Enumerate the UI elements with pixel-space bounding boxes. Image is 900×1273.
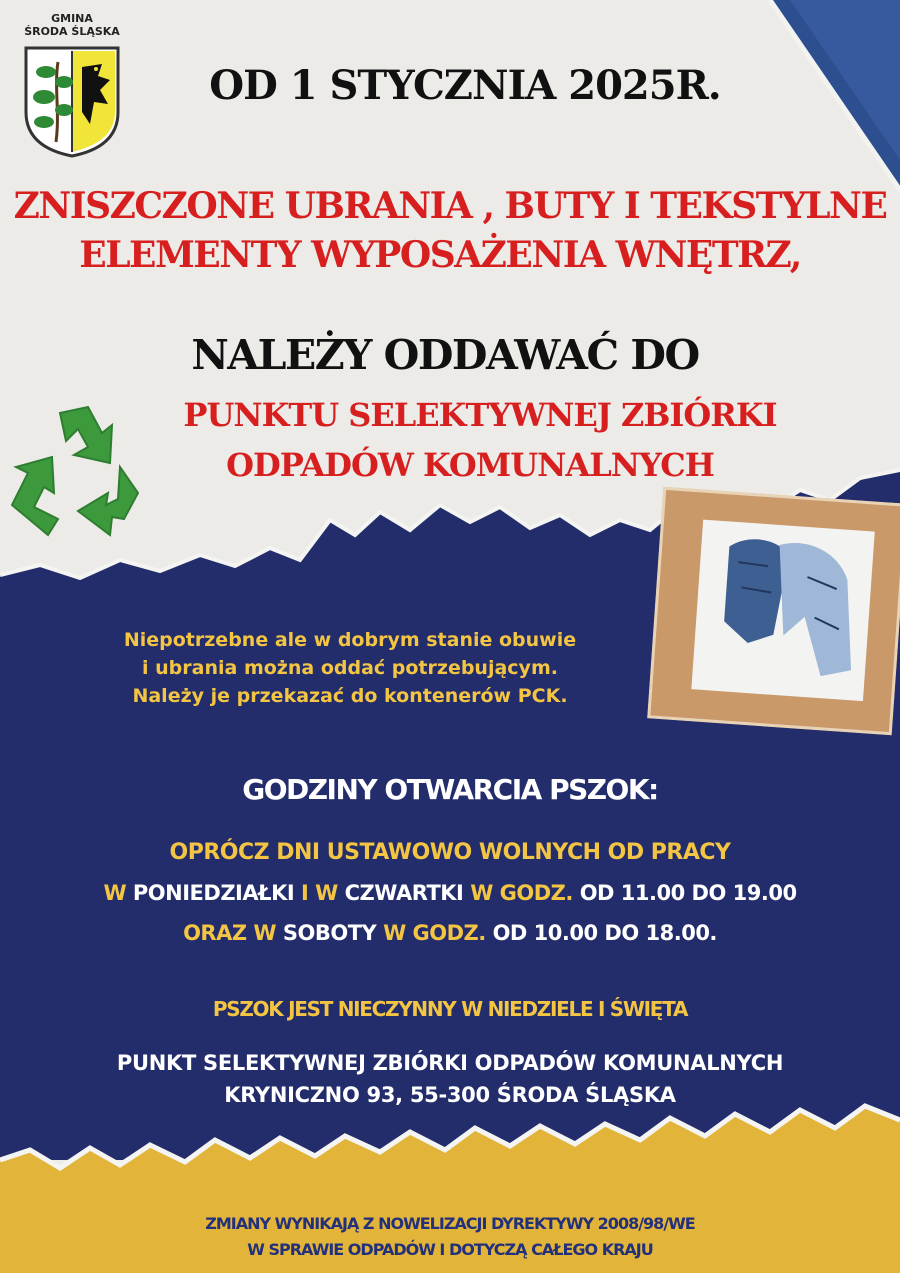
red-line-1: ZNISZCZONE UBRANIA , BUTY I TEKSTYLNE xyxy=(13,185,887,227)
hours-row-2-a: ORAZ W xyxy=(183,921,277,945)
hours-row-2-d: OD 10.00 DO 18.00. xyxy=(485,921,717,945)
hours-row-1-d: CZWARTKI xyxy=(337,881,471,905)
footer-line-2: W SPRAWIE ODPADÓW I DOTYCZĄ CAŁEGO KRAJU xyxy=(247,1240,653,1259)
hours-row-2-b: SOBOTY xyxy=(276,921,384,945)
footer-line-1: ZMIANY WYNIKAJĄ Z NOWELIZACJI DYREKTYWY 2008/98/WE xyxy=(205,1214,695,1233)
hours-row-1-a: W xyxy=(103,881,127,905)
crest-label-line1: GMINA xyxy=(51,12,93,25)
red-line-4: ODPADÓW KOMUNALNYCH xyxy=(226,446,714,484)
address-line-1: PUNKT SELEKTYWNEJ ZBIÓRKI ODPADÓW KOMUNALNYCH xyxy=(116,1051,784,1075)
red-line-3: PUNKTU SELEKTYWNEJ ZBIÓRKI xyxy=(183,396,777,434)
hours-title: GODZINY OTWARCIA PSZOK: xyxy=(242,773,658,806)
black-line: NALEŻY ODDAWAĆ DO xyxy=(191,331,699,379)
clothes-photo-icon xyxy=(647,487,900,736)
pck-note-line-1: Niepotrzebne ale w dobrym stanie obuwie xyxy=(123,629,577,651)
hours-closed: PSZOK JEST NIECZYNNY W NIEDZIELE I ŚWIĘTA xyxy=(212,997,688,1021)
recycle-icon xyxy=(0,395,150,545)
hours-row-2 xyxy=(0,918,900,948)
hours-row-1-b: PONIEDZIAŁKI xyxy=(126,881,302,905)
pck-note-line-2: i ubrania można oddać potrzebującym. xyxy=(142,657,558,679)
hours-row-1-f: OD 11.00 DO 19.00 xyxy=(572,881,797,905)
address-line-2: KRYNICZNO 93, 55-300 ŚRODA ŚLĄSKA xyxy=(224,1083,676,1107)
hours-except: OPRÓCZ DNI USTAWOWO WOLNYCH OD PRACY xyxy=(169,840,731,865)
hours-row-1-e: W GODZ. xyxy=(470,881,573,905)
hours-row-2-c: W GODZ. xyxy=(383,921,486,945)
date-line: OD 1 STYCZNIA 2025R. xyxy=(209,62,721,109)
hours-row-1-c: I W xyxy=(301,881,338,905)
red-line-2: ELEMENTY WYPOSAŻENIA WNĘTRZ, xyxy=(79,234,801,276)
crest-label-line2: ŚRODA ŚLĄSKA xyxy=(24,25,120,38)
pck-note-line-3: Należy je przekazać do kontenerów PCK. xyxy=(132,685,568,707)
hours-row-1 xyxy=(0,878,900,908)
